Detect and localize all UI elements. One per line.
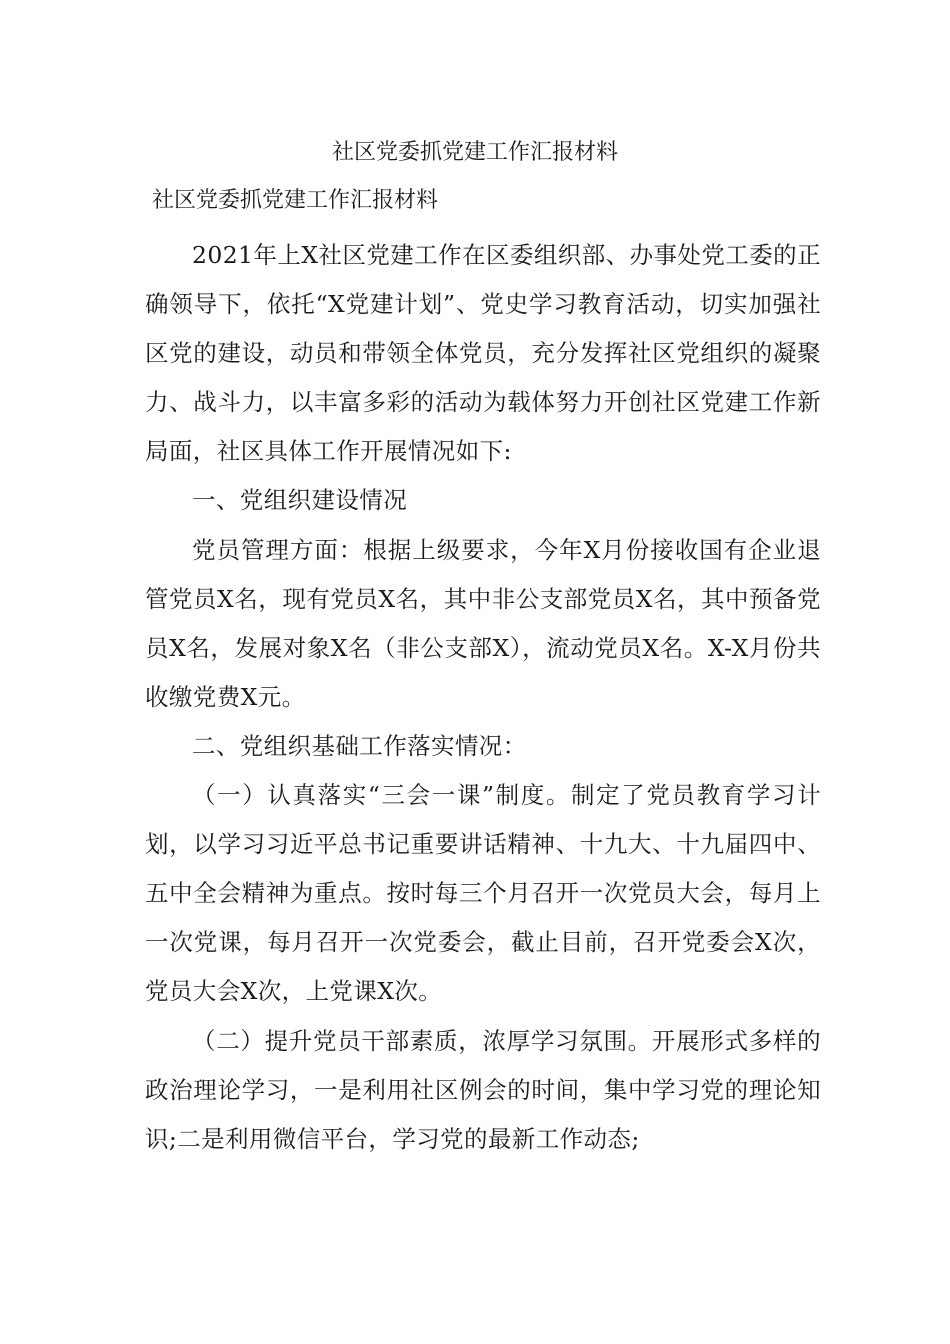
document-body	[145, 231, 821, 1164]
intro-paragraph: 2021年上X社区党建工作在区委组织部、办事处党工委的正确领导下，依托“X党建计划”、党史学习教育活动，切实加强社区党的建设，动员和带领全体党员，充分发挥社区党组织的凝聚力、战斗力，以丰富多彩的活动为载体努力开创社区党建工作新局面，社区具体工作开展情况如下:	[145, 241, 821, 466]
member-management-paragraph: 党员管理方面：根据上级要求，今年X月份接收国有企业退管党员X名，现有党员X名，其中非公支部党员X名，其中预备党员X名，发展对象X名（非公支部X），流动党员X名。X-X月份共收缴党费X元。	[145, 535, 821, 711]
document-subtitle: 社区党委抓党建工作汇报材料	[152, 188, 439, 213]
document-title: 社区党委抓党建工作汇报材料	[331, 140, 618, 165]
study-atmosphere-paragraph: （二）提升党员干部素质，浓厚学习氛围。开展形式多样的政治理论学习，一是利用社区例会的时间，集中学习党的理论知识;二是利用微信平台，学习党的最新工作动态;	[145, 1026, 821, 1153]
three-meetings-paragraph: （一）认真落实“三会一课”制度。制定了党员教育学习计划，以学习习近平总书记重要讲话精神、十九大、十九届四中、五中全会精神为重点。按时每三个月召开一次党员大会，每月上一次党课，每月召开一次党委会，截止目前，召开党委会X次，党员大会X次，上党课X次。	[145, 781, 821, 1006]
section-heading-2: 二、党组织基础工作落实情况：	[192, 731, 527, 760]
section-heading-1: 一、党组织建设情况	[192, 486, 408, 515]
